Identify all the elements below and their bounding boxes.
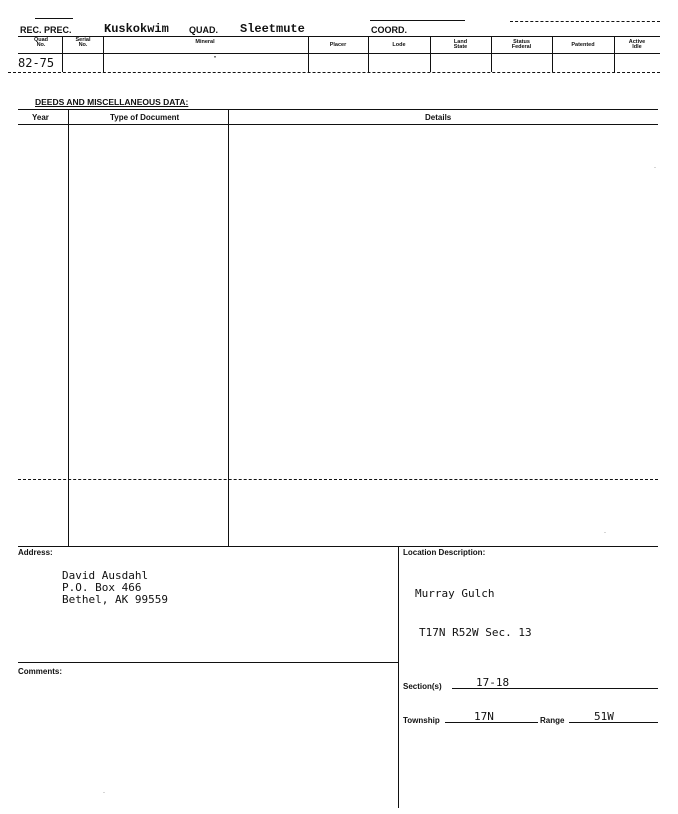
col-divider-1 [62, 36, 63, 72]
comments-label: Comments: [18, 667, 63, 676]
quad-label: QUAD. [189, 25, 218, 35]
deeds-header-border [18, 124, 658, 125]
col-divider-5 [430, 36, 431, 72]
col-header-serial-no: Serial No. [75, 37, 91, 48]
bottom-center-divider [398, 546, 399, 808]
deeds-top-border [18, 109, 658, 110]
cell-quad-no: 82-75 [18, 56, 55, 70]
col-header-status-federal: Status Federal [511, 39, 532, 50]
address-comments-divider [18, 662, 398, 663]
cell-mineral: · [212, 52, 219, 63]
col-divider-8 [614, 36, 615, 72]
claim-table-bottom-border [8, 72, 660, 73]
deeds-col-year: Year [32, 113, 49, 122]
sections-label: Section(s) [403, 682, 442, 691]
col-divider-6 [491, 36, 492, 72]
stray-mark-2: · [604, 530, 606, 536]
deeds-col-details: Details [425, 113, 452, 122]
location-line-1: Murray Gulch [415, 587, 495, 600]
address-lines [62, 570, 168, 606]
rec-prec-value: Kuskokwim [104, 22, 169, 36]
col-divider-3 [308, 36, 309, 72]
col-divider-7 [552, 36, 553, 72]
coord-label: COORD. [371, 25, 407, 35]
claim-table-top-border [18, 36, 660, 37]
deeds-section-title: DEEDS AND MISCELLANEOUS DATA: [35, 97, 189, 107]
deeds-col-type: Type of Document [110, 113, 180, 122]
range-label: Range [540, 716, 565, 725]
col-header-mineral: Mineral [195, 39, 215, 45]
col-header-active-idle: Active Idle [628, 39, 646, 50]
address-line-1: David Ausdahl [62, 569, 149, 582]
header-overline [35, 18, 73, 19]
deeds-divider-year [68, 109, 69, 546]
deeds-bottom-border [18, 546, 658, 547]
col-header-placer: Placer [329, 42, 347, 48]
township-label: Township [403, 716, 440, 725]
col-header-land-state: Land State [453, 39, 468, 50]
address-line-2: P.O. Box 466 [62, 581, 142, 594]
address-line-3: Bethel, AK 99559 [62, 593, 168, 606]
col-divider-2 [103, 36, 104, 72]
deeds-dashed-line [18, 479, 658, 480]
location-label: Location Description: [403, 548, 486, 557]
deeds-divider-type [228, 109, 229, 546]
header-overline-right [370, 20, 465, 21]
address-label: Address: [18, 548, 53, 557]
col-header-patented: Patented [571, 42, 595, 48]
location-line-2: T17N R52W Sec. 13 [419, 626, 532, 639]
township-value: 17N [474, 710, 494, 723]
col-divider-4 [368, 36, 369, 72]
stray-mark: · [654, 165, 656, 171]
sections-value: 17-18 [476, 676, 510, 689]
stray-mark-3: · [103, 790, 105, 796]
claim-table-header-border [18, 53, 660, 54]
col-header-quad-no: Quad No. [33, 37, 49, 48]
col-header-lode: Lode [392, 42, 406, 48]
rec-prec-label: REC. PREC. [20, 25, 72, 35]
range-value: 51W [594, 710, 614, 723]
quad-value: Sleetmute [240, 22, 305, 36]
header-overline-dash [510, 21, 660, 22]
